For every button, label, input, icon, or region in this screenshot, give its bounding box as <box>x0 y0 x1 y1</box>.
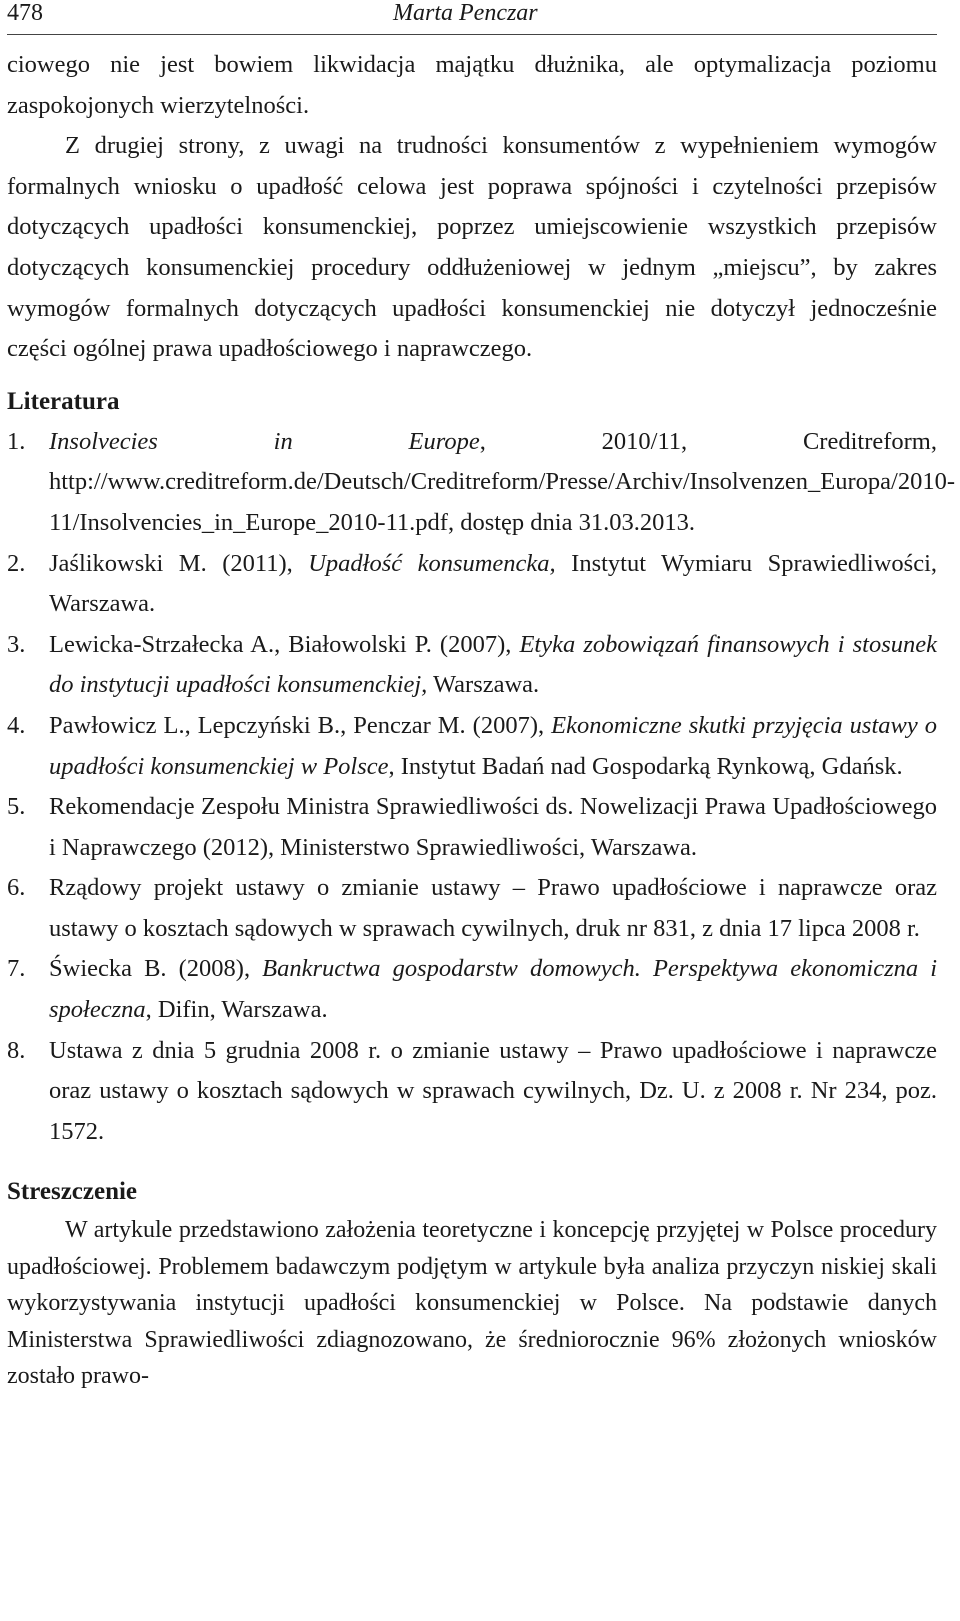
reference-text: Świecka B. (2008), <box>49 955 263 983</box>
references-list <box>7 422 956 1153</box>
reference-number: 6. <box>7 874 26 902</box>
reference-number: 8. <box>7 1036 26 1064</box>
reference-item <box>7 706 937 787</box>
reference-item <box>7 1031 937 1153</box>
reference-text: Rządowy projekt ustawy o zmianie ustawy – Prawo upadłościowe i naprawcze oraz ustawy o kosztach sądowych w sprawach cywilnych, druk nr 831, z dnia 17 lipca 2008 r. <box>49 874 937 942</box>
reference-item <box>7 787 937 868</box>
paragraph-conclusion: Z drugiej strony, z uwagi na trudności konsumentów z wypełnieniem wymogów formalnych wniosku o upadłość celowa jest poprawa spójności i czytelności przepisów dotyczących upadłości konsumenckiej, poprzez umiejscowienie wszystkich przepisów dotyczących konsumenckiej procedury oddłużeniowej w jednym „miejscu”, by zakres wymogów formalnych dotyczących upadłości konsumenckiej nie dotyczył jednocześnie części ogólnej prawa upadłościowego i naprawczego. <box>7 132 937 363</box>
page-number: 478 <box>7 0 43 26</box>
running-author: Marta Penczar <box>393 0 538 26</box>
reference-number: 4. <box>7 711 26 739</box>
reference-item <box>7 544 937 625</box>
abstract-text: W artykule przedstawiono założenia teoretyczne i koncepcję przyjętej w Polsce procedury upadłościowej. Problemem badawczym podjętym w artykule była analiza przyczyn niskiej skali wykorzystywania instytucji upadłości konsumenckiej w Polsce. Na podstawie danych Ministerstwa Sprawiedliwości zdiagnozowano, że średniorocznie 96% złożonych wniosków zostało prawo- <box>7 1217 937 1390</box>
reference-title: Upadłość konsumencka, <box>308 549 556 577</box>
reference-number: 5. <box>7 793 26 821</box>
article-body <box>7 45 956 1394</box>
reference-title: Ekonomiczne skutki przyjęcia ustawy o upadłości konsumenckiej w Polsce <box>49 711 937 780</box>
reference-text: Warszawa. <box>427 671 540 699</box>
reference-number: 2. <box>7 549 26 577</box>
reference-text: Pawłowicz L., Lepczyński B., Penczar M. (2007), <box>49 711 552 739</box>
reference-number: 7. <box>7 955 26 983</box>
reference-text: Lewicka-Strzałecka A., Białowolski P. (2007), <box>49 630 520 658</box>
literature-heading: Literatura <box>7 387 120 415</box>
reference-item <box>7 625 937 706</box>
reference-title: Etyka zobowiązań finansowych i stosunek do instytucji upadłości konsumenckiej, <box>49 630 937 699</box>
reference-text: , Instytut Badań nad Gospodarką Rynkową, Gdańsk. <box>388 752 903 780</box>
reference-text: , Difin, Warszawa. <box>145 996 328 1024</box>
reference-item <box>7 422 956 544</box>
reference-text: Jaślikowski M. (2011), <box>49 549 309 577</box>
reference-title: Bankructwa gospodarstw domowych. Perspektywa ekonomiczna i społeczna <box>49 955 937 1024</box>
reference-number: 3. <box>7 630 26 658</box>
paragraph-continued: ciowego nie jest bowiem likwidacja majątku dłużnika, ale optymalizacja poziomu zaspokojonych wierzytelności. <box>7 51 937 119</box>
reference-text: Ustawa z dnia 5 grudnia 2008 r. o zmianie ustawy – Prawo upadłościowe i naprawcze oraz ustawy o kosztach sądowych w sprawach cywilnych, Dz. U. z 2008 r. Nr 234, poz. 1572. <box>49 1036 937 1145</box>
reference-item <box>7 868 937 949</box>
abstract-heading: Streszczenie <box>7 1178 138 1206</box>
reference-text: , 2010/11, Creditreform, http://www.creditreform.de/Deutsch/Creditreform/Presse/Archiv/Insolvenzen_Europa/2010-11/Insolvencies_in_Europe_2010-11.pdf, dostęp dnia 31.03.2013. <box>49 427 956 536</box>
running-header <box>7 0 937 35</box>
reference-text: Rekomendacje Zespołu Ministra Sprawiedliwości ds. Nowelizacji Prawa Upadłościowego i Naprawczego (2012), Ministerstwo Sprawiedliwości, Warszawa. <box>49 793 937 861</box>
reference-number: 1. <box>7 427 26 455</box>
reference-title: Insolvecies in Europe <box>49 427 480 455</box>
reference-item <box>7 949 937 1030</box>
reference-text: Instytut Wymiaru Sprawiedliwości, Warszawa. <box>49 549 937 618</box>
